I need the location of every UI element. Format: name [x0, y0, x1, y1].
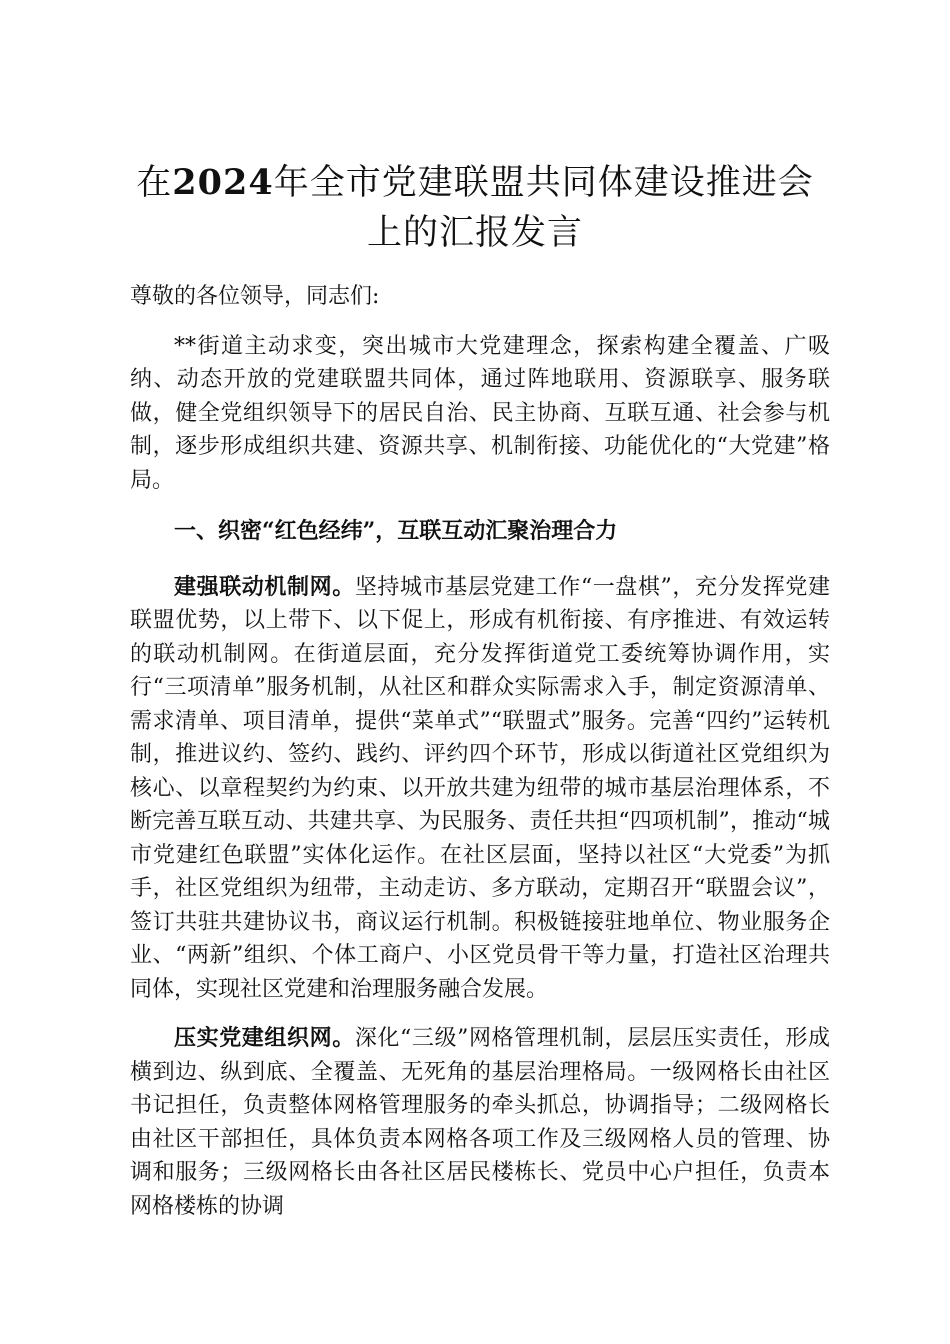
title-rest: 年全市党建联盟共同体建设推进会上的汇报发言	[273, 163, 814, 253]
intro-paragraph: **街道主动求变，突出城市大党建理念，探索构建全覆盖、广吸纳、动态开放的党建联盟共同体，通过阵地联用、资源联享、服务联做，健全党组织领导下的居民自治、民主协商、互联互通、社会参与机制，逐步形成组织共建、资源共享、机制衔接、功能优化的“大党建”格局。	[130, 333, 830, 493]
section-heading: 一、织密“红色经纬”，互联互动汇聚治理合力	[174, 518, 618, 544]
paragraph-text: 坚持城市基层党建工作“一盘棋”，充分发挥党建联盟优势，以上带下、以下促上，形成有机衔接、有序推进、有效运转的联动机制网。在街道层面，充分发挥街道党工委统筹协调作用，实行“三项清单”服务机制，从社区和群众实际需求入手，制定资源清单、需求清单、项目清单，提供“菜单式”“联盟式”服务。完善“四约”运转机制，推进议约、签约、践约、评约四个环节，形成以街道社区党组织为核心、以章程契约为约束、以开放共建为纽带的城市基层治理体系，不断完善互联互动、共建共享、为民服务、责任共担“四项机制”，推动“城市党建红色联盟”实体化运作。在社区层面，坚持以社区“大党委”为抓手，社区党组织为纽带，主动走访、多方联动，定期召开“联盟会议”，签订共驻共建协议书，商议运行机制。积极链接驻地单位、物业服务企业、“两新”组织、个体工商户、小区党员骨干等力量，打造社区治理共同体，实现社区党建和治理服务融合发展。	[130, 574, 830, 1002]
body-paragraph	[130, 1022, 830, 1223]
paragraph-text: 深化“三级”网格管理机制，层层压实责任，形成横到边、纵到底、全覆盖、无死角的基层治理格局。一级网格长由社区书记担任，负责整体网格管理服务的牵头抓总，协调指导；二级网格长由社区干部担任，具体负责本网格各项工作及三级网格人员的管理、协调和服务；三级网格长由各社区居民楼栋长、党员中心户担任，负责本网格楼栋的协调	[130, 1026, 830, 1219]
title-prefix: 在	[136, 163, 173, 203]
paragraph-lead: 建强联动机制网。	[174, 573, 355, 600]
salutation: 尊敬的各位领导，同志们:	[130, 284, 380, 309]
title-year: 2024	[172, 162, 274, 203]
document-title	[120, 158, 830, 258]
document-body	[130, 280, 830, 1223]
body-paragraph	[130, 571, 830, 1007]
paragraph-lead: 压实党建组织网。	[174, 1025, 355, 1051]
